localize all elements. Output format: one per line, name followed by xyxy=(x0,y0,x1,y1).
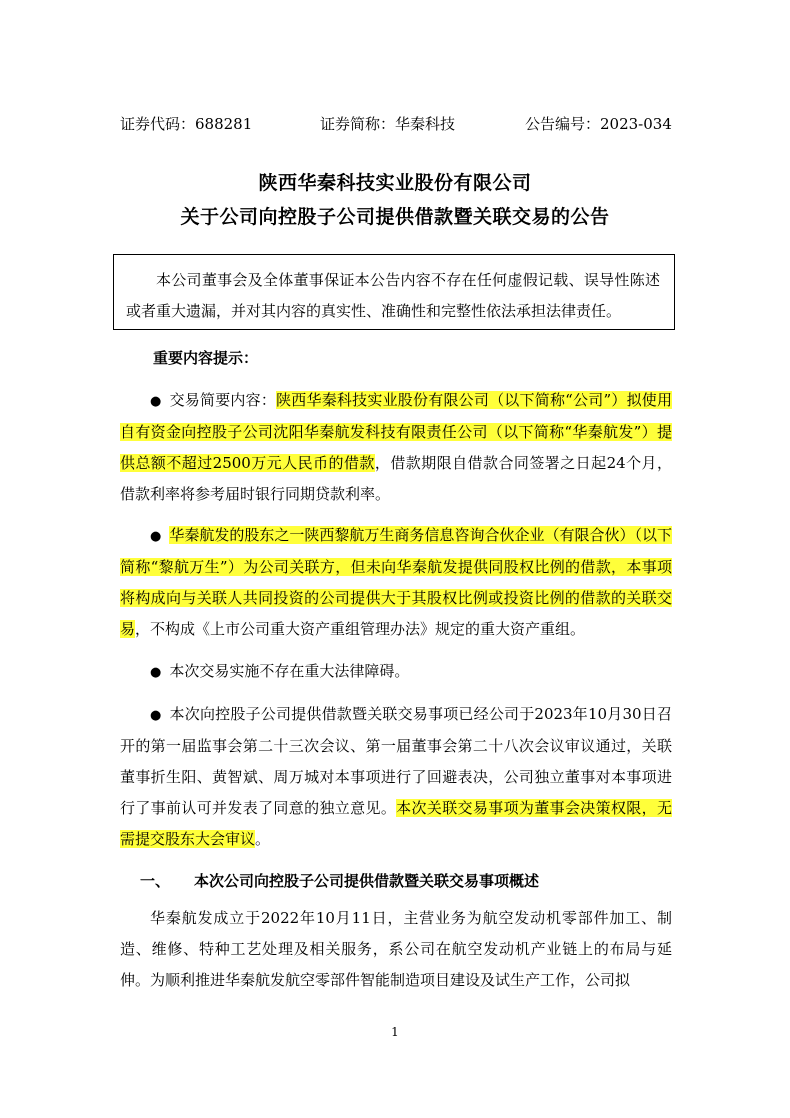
key-points-label: 重要内容提示： xyxy=(153,349,259,367)
section-paragraph: 华秦航发成立于2022年10月11日，主营业务为航空发动机零部件加工、制造、维修、特种工艺处理及相关服务，系公司在航空发动机产业链上的布局与延伸。为顺利推进华秦航发航空零部件智能制造项目建设及试生产工作，公司拟 xyxy=(120,909,672,989)
key-point-transaction-summary xyxy=(120,385,672,510)
bullet-icon: ● xyxy=(150,529,162,544)
bullet-icon: ● xyxy=(150,708,162,723)
highlighted-text: 陕西华秦科技实业股份有限公司（以下简称“公司”）拟使用自有资金向控股子公司沈阳华秦航发科技有限责任公司（以下简称“华秦航发”）提供总额不超过2500万元人民币的借款 xyxy=(120,391,672,472)
key-point-legal-obstacle xyxy=(120,656,672,688)
highlighted-text: 华秦航发的股东之一陕西黎航万生商务信息咨询合伙企业（有限合伙）（以下简称“黎航万生”）为公司关联方，但未向华秦航发提供同股权比例的借款，本事项将构成向与关联人共同投资的公司提供大于其股权比例或投资比例的借款的关联交易 xyxy=(120,526,672,638)
key-point-text: ，不构成《上市公司重大资产重组管理办法》规定的重大资产重组。 xyxy=(135,620,586,638)
key-point-label: 交易简要内容： xyxy=(169,391,277,409)
key-point-approval xyxy=(120,699,672,855)
bullet-icon: ● xyxy=(150,394,162,409)
stock-name: 证券简称：华秦科技 xyxy=(320,115,456,133)
board-guarantee-notice: 本公司董事会及全体董事保证本公告内容不存在任何虚假记载、误导性陈述或者重大遗漏，并对其内容的真实性、准确性和完整性依法承担法律责任。 xyxy=(113,254,675,330)
section-heading xyxy=(140,870,539,891)
key-point-related-party xyxy=(120,520,672,645)
highlighted-text: 本次关联交易事项为董事会决策权限，无需提交股东大会审议 xyxy=(120,799,672,848)
key-point-text: ，借款期限自借款合同签署之日起24个月，借款利率将参考届时银行同期贷款利率。 xyxy=(120,454,672,503)
key-point-text: 本次交易实施不存在重大法律障碍。 xyxy=(169,662,410,680)
bullet-icon: ● xyxy=(150,665,162,680)
stock-code: 证券代码：688281 xyxy=(120,115,253,133)
announcement-number: 公告编号：2023-034 xyxy=(525,115,672,133)
key-point-text: 本次向控股子公司提供借款暨关联交易事项已经公司于2023年10月30日召开的第一届监事会第二十三次会议、第一届董事会第二十八次会议审议通过，关联董事折生阳、黄智斌、周万城对本事项进行了回避表决，公司独立董事对本事项进行了事前认可并发表了同意的独立意见。 xyxy=(120,705,672,817)
page-number: 1 xyxy=(391,1025,399,1039)
announcement-title: 关于公司向控股子公司提供借款暨关联交易的公告 xyxy=(180,206,610,228)
section-title: 本次公司向控股子公司提供借款暨关联交易事项概述 xyxy=(194,872,540,890)
key-point-text-end: 。 xyxy=(255,830,271,848)
company-title: 陕西华秦科技实业股份有限公司 xyxy=(258,172,532,194)
section-number: 一、 xyxy=(140,872,171,890)
